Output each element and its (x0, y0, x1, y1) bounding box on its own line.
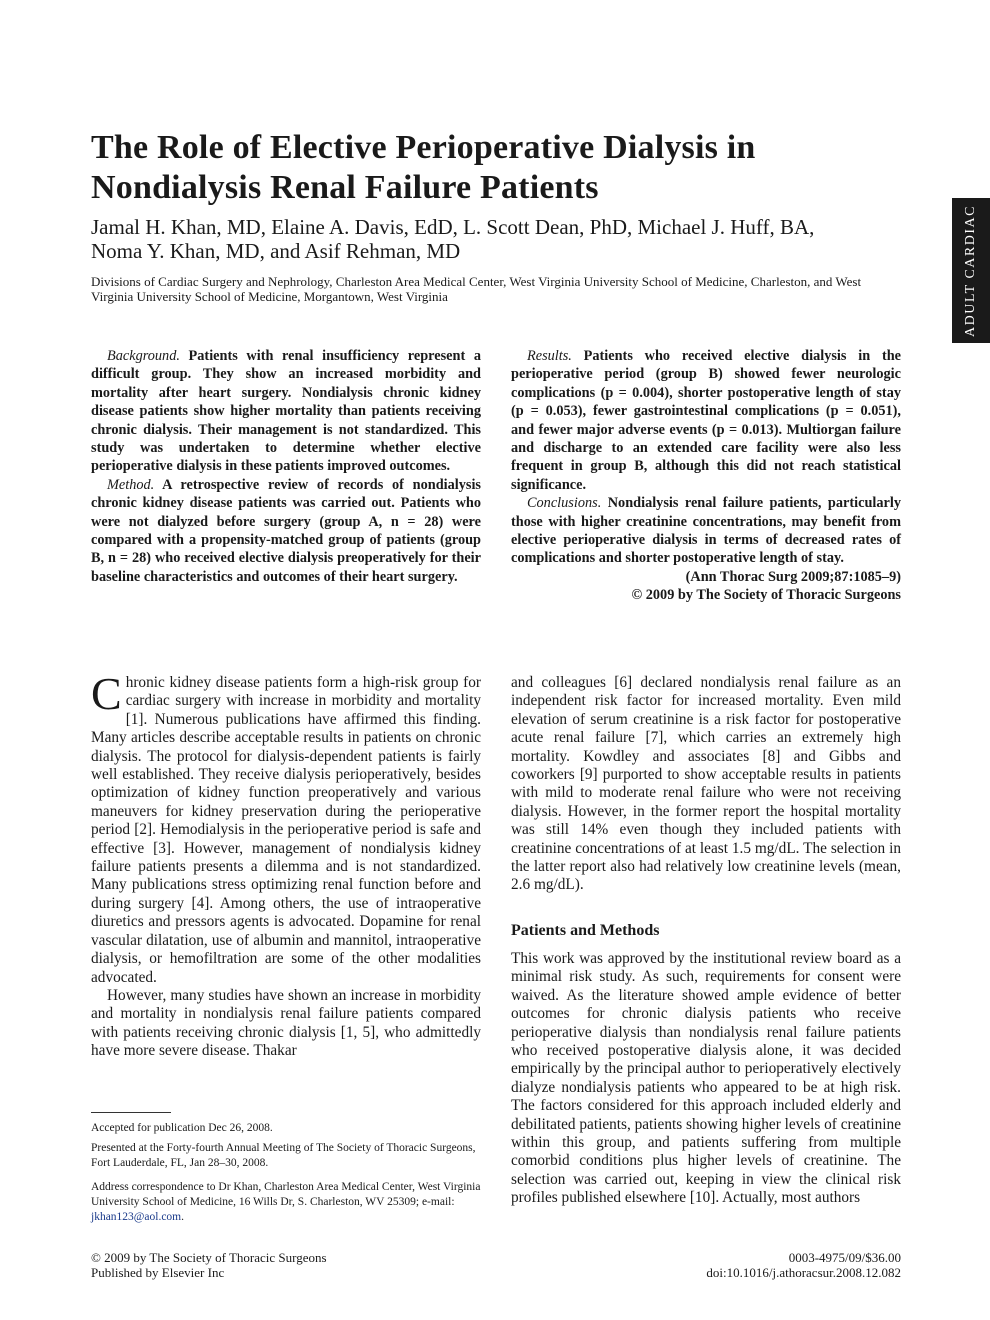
intro-paragraph-3: and colleagues [6] declared nondialysis renal failure as an independent risk factor for increased mortality. Even mild elevation of serum creatinine is a risk factor for postoperative acute renal failure [7], which carries an extremely high mortality. Kowdley and associates [8] and Gibbs and coworkers [9] purported to show acceptable results in patients with mild to moderate renal failure who were not receiving dialysis. However, in the former report the hospital mortality was still 14% even though they included patients with creatinine concentrations of at least 1.5 mg/dL. The selection in the latter report also had relatively low creatinine levels (mean, 2.6 mg/dL). (511, 674, 901, 894)
method-text: A retrospective review of records of nondialysis chronic kidney disease patients was carried out. Patients who were not dialyzed before surgery (group A, n = 28) were compared with a propensity-matched group of patients (group B, n = 28) who received elective dialysis preoperatively for their baseline characteristics and outcomes of their heart surgery. (91, 476, 481, 585)
footer-right (600, 1250, 901, 1280)
abstract-left-column (91, 347, 481, 586)
authors-line-1: Jamal H. Khan, MD, Elaine A. Davis, EdD, L. Scott Dean, PhD, Michael J. Huff, BA, (91, 215, 815, 239)
email-link[interactable]: jkhan123@aol.com (91, 1211, 182, 1223)
journal-citation: (Ann Thorac Surg 2009;87:1085–9) (685, 568, 901, 585)
address-end: . (181, 1211, 184, 1223)
presented-text: Presented at the Forty-fourth Annual Meeting of The Society of Thoracic Surgeons, Fort Lauderdale, FL, Jan 28–30, 2008. (91, 1142, 476, 1169)
body-left-column (91, 668, 481, 1061)
abstract-method (91, 476, 481, 586)
background-text: Patients with renal insufficiency represent a difficult group. They show an increased morbidity and mortality after heart surgery. Nondialysis chronic kidney disease patients show higher mortality than patients receiving chronic dialysis. Their management is not standardized. This study was undertaken to determine whether elective perioperative dialysis in these patients improved outcomes. (91, 348, 481, 475)
section-heading-wrap (511, 922, 659, 940)
intro-paragraph-1 (91, 668, 481, 987)
footer-left (91, 1250, 327, 1280)
abstract-background (91, 347, 481, 476)
accepted-text: Accepted for publication Dec 26, 2008. (91, 1122, 273, 1134)
section-heading: Patients and Methods (511, 922, 660, 939)
abstract-results (511, 347, 901, 494)
address-paragraph (91, 1180, 481, 1225)
footnote-address (91, 1180, 481, 1225)
abstract-copyright: © 2009 by The Society of Thoracic Surgeons (631, 587, 901, 604)
drop-cap: C (91, 668, 122, 719)
method-label: Method. (107, 476, 155, 493)
results-text: Patients who received elective dialysis in the perioperative period (group B) showed fewer neurologic complications (p = 0.004), shorter postoperative length of stay (p = 0.053), fewer gastrointestinal complications (p = 0.051), and fewer major adverse events (p = 0.013). Multiorgan failure and discharge to an extended care facility were also less frequent in group B, although this did not reach statistical significance. (511, 348, 901, 493)
authors-line-2: Noma Y. Khan, MD, and Asif Rehman, MD (91, 239, 461, 263)
intro-text-1: hronic kidney disease patients form a high-risk group for cardiac surgery with increase in morbidity and mortality [1]. Numerous publications have affirmed this finding. Many articles describe acceptable results in patients on chronic dialysis. The protocol for dialysis-dependent patients is fairly well established. They receive dialysis perioperatively, besides optimization of kidney function preoperatively and various maneuvers for kidney preservation during the perioperative period [2]. Hemodialysis in the perioperative period is safe and effective [3]. However, management of nondialysis kidney failure patients presents a dilemma and is not standardized. Many publications stress optimizing renal function before and during surgery [4]. Among others, the use of intraoperative diuretics and pressors agents is advocated. Dopamine for renal vascular dilatation, use of albumin and mannitol, intraoperative dialysis, or hemofiltration are some of the other modalities advocated. (91, 674, 481, 986)
results-label: Results. (527, 348, 572, 364)
footer-doi: doi:10.1016/j.athoracsur.2008.12.082 (706, 1265, 901, 1280)
intro-paragraph-2: However, many studies have shown an increase in morbidity and mortality in nondialysis renal failure patients compared with patients receiving chronic dialysis [1, 5], who admittedly have more severe disease. Thakar (91, 986, 481, 1060)
footer-publisher: Published by Elsevier Inc (91, 1265, 225, 1280)
address-text: Address correspondence to Dr Khan, Charleston Area Medical Center, West Virginia University School of Medicine, 16 Wills Dr, S. Charleston, WV 25309; e-mail: (91, 1181, 481, 1208)
methods-column (511, 950, 901, 1208)
conclusions-text: Nondialysis renal failure patients, particularly those with higher creatinine concentrations, may benefit from elective perioperative dialysis in terms of decreased rates of complications and shorter postoperative length of stay. (511, 495, 901, 567)
section-side-tab (952, 198, 990, 343)
body-right-column (511, 674, 901, 895)
background-label: Background. (107, 348, 180, 364)
footnote-presented (91, 1141, 481, 1171)
footnote-accepted (91, 1121, 481, 1136)
footnote-divider (91, 1112, 171, 1113)
abstract-conclusions (511, 494, 901, 568)
footer-issn: 0003-4975/09/$36.00 (788, 1250, 901, 1265)
article-title: The Role of Elective Perioperative Dialysis in Nondialysis Renal Failure Patients (91, 129, 756, 206)
side-tab-label: ADULT CARDIAC (963, 204, 978, 337)
methods-paragraph-1: This work was approved by the institutional review board as a minimal risk study. As such, requirements for consent were waived. As the literature showed ample evidence of better outcomes for chronic dialysis patients who receive perioperative dialysis than nondialysis renal failure patients who received postoperative dialysis alone, it was decided empirically by the principal author to perioperatively electively dialyze nondialysis patients who appeared to be at high risk. The factors considered for this approach included elderly and debilitated patients, patients showing higher levels of creatinine within this group, and patients suffering from multiple comorbid conditions plus higher levels of creatinine. The selection was carried out, keeping in view the clinical risk profiles published elsewhere [10]. Actually, most authors (511, 950, 901, 1207)
abstract-right-column (511, 347, 901, 605)
footer-copyright: © 2009 by The Society of Thoracic Surgeons (91, 1250, 327, 1265)
author-list (91, 215, 911, 263)
conclusions-label: Conclusions. (527, 495, 602, 512)
affiliation: Divisions of Cardiac Surgery and Nephrology, Charleston Area Medical Center, West Virginia University School of Medicine, Charleston, and West Virginia University School of Medicine, Morgantown, West Virginia (91, 274, 862, 304)
